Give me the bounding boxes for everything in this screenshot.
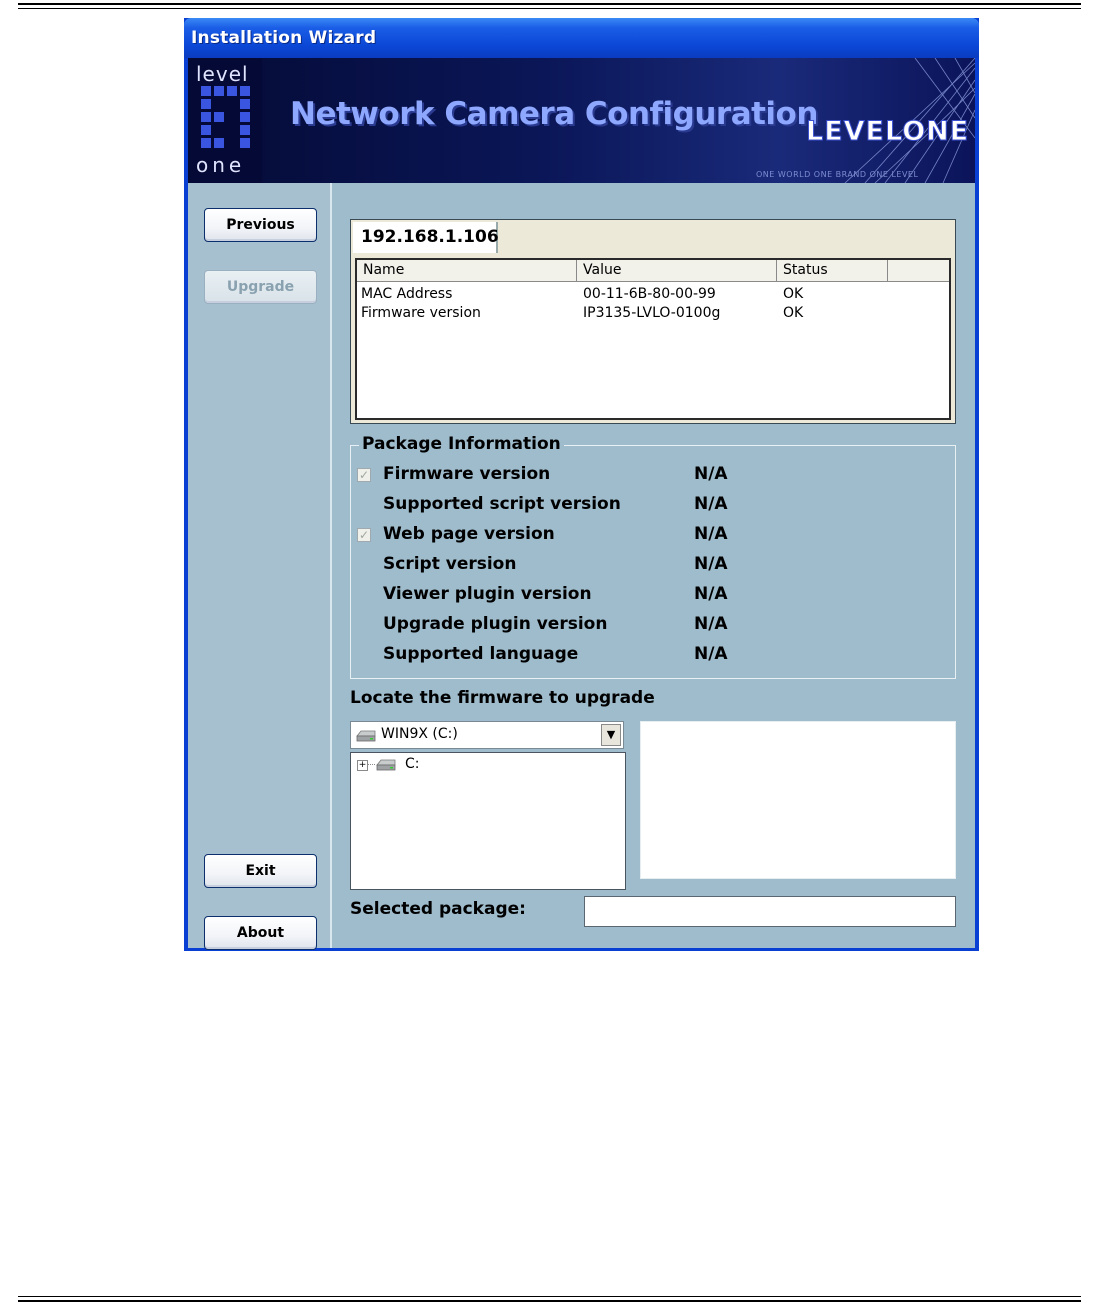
package-item-value: N/A (694, 584, 728, 604)
row-value-cell: IP3135-LVLO-0100g (583, 305, 721, 321)
folder-tree[interactable] (350, 752, 626, 890)
row-status-cell: OK (783, 305, 804, 321)
package-row-language (351, 640, 951, 670)
selected-package-label: Selected package: (350, 899, 526, 919)
exit-button[interactable]: Exit (204, 854, 317, 888)
page-top-rule (18, 3, 1081, 9)
package-item-value: N/A (694, 494, 728, 514)
row-name-cell: Firmware version (361, 305, 481, 321)
row-value-cell: 00-11-6B-80-00-99 (583, 286, 716, 302)
file-list[interactable] (640, 721, 956, 879)
firmware-version-checkbox[interactable]: ✓ (358, 468, 370, 482)
logo-one-text: one (196, 153, 246, 177)
row-name-cell: MAC Address (361, 286, 453, 302)
column-header-value[interactable]: Value (577, 260, 777, 281)
package-item-label: Supported script version (383, 494, 621, 514)
package-information-group (350, 434, 956, 679)
expand-plus-icon[interactable]: + (358, 760, 367, 770)
logo-mark-icon (201, 86, 253, 150)
column-header-status[interactable]: Status (777, 260, 888, 281)
package-row-viewer-plugin (351, 580, 951, 610)
banner-title: Network Camera Configuration (290, 96, 818, 132)
package-item-label: Supported language (383, 644, 579, 664)
drive-icon (375, 759, 397, 771)
drive-icon (355, 730, 377, 742)
about-button[interactable]: About (204, 916, 317, 950)
page-bottom-rule (18, 1296, 1081, 1302)
wizard-sidebar (188, 183, 332, 948)
package-row-script (351, 550, 951, 580)
package-item-value: N/A (694, 524, 728, 544)
package-item-value: N/A (694, 644, 728, 664)
package-item-label: Script version (383, 554, 517, 574)
chevron-down-icon[interactable]: ▼ (601, 724, 621, 746)
upgrade-button[interactable]: Upgrade (204, 270, 317, 304)
list-header (357, 260, 949, 282)
levelone-brand-text: LEVELONE (806, 116, 970, 147)
package-item-label: Firmware version (383, 464, 551, 484)
package-item-value: N/A (694, 554, 728, 574)
logo-level-text: level (196, 62, 249, 86)
package-item-value: N/A (694, 464, 728, 484)
device-info-list[interactable] (355, 258, 951, 420)
brand-tagline: ONE WORLD ONE BRAND ONE LEVEL (756, 170, 919, 179)
row-status-cell: OK (783, 286, 804, 302)
column-header-name[interactable]: Name (357, 260, 577, 281)
installation-wizard-window (184, 18, 979, 951)
window-title: Installation Wizard (191, 28, 377, 48)
levelone-logo (188, 58, 262, 183)
package-item-value: N/A (694, 614, 728, 634)
package-row-firmware (351, 460, 951, 490)
header-banner (188, 58, 975, 183)
drive-select-value: WIN9X (C:) (381, 726, 458, 742)
wizard-content (332, 183, 975, 948)
package-row-supported-script (351, 490, 951, 520)
drive-select[interactable] (350, 721, 624, 749)
package-information-legend: Package Information (359, 434, 564, 454)
package-item-label: Viewer plugin version (383, 584, 592, 604)
selected-package-field[interactable] (584, 896, 956, 927)
package-item-label: Web page version (383, 524, 555, 544)
web-page-version-checkbox[interactable]: ✓ (358, 528, 370, 542)
tree-item-c-drive[interactable]: C: (405, 756, 420, 772)
package-row-web-page (351, 520, 951, 550)
column-header-spacer (888, 260, 949, 281)
tab-device-ip[interactable]: 192.168.1.106 (353, 222, 498, 253)
package-item-label: Upgrade plugin version (383, 614, 608, 634)
tree-connector (367, 764, 375, 765)
title-bar[interactable] (184, 18, 979, 58)
previous-button[interactable]: Previous (204, 208, 317, 242)
package-row-upgrade-plugin (351, 610, 951, 640)
locate-firmware-label: Locate the firmware to upgrade (350, 688, 655, 708)
device-tab-control (350, 219, 956, 424)
